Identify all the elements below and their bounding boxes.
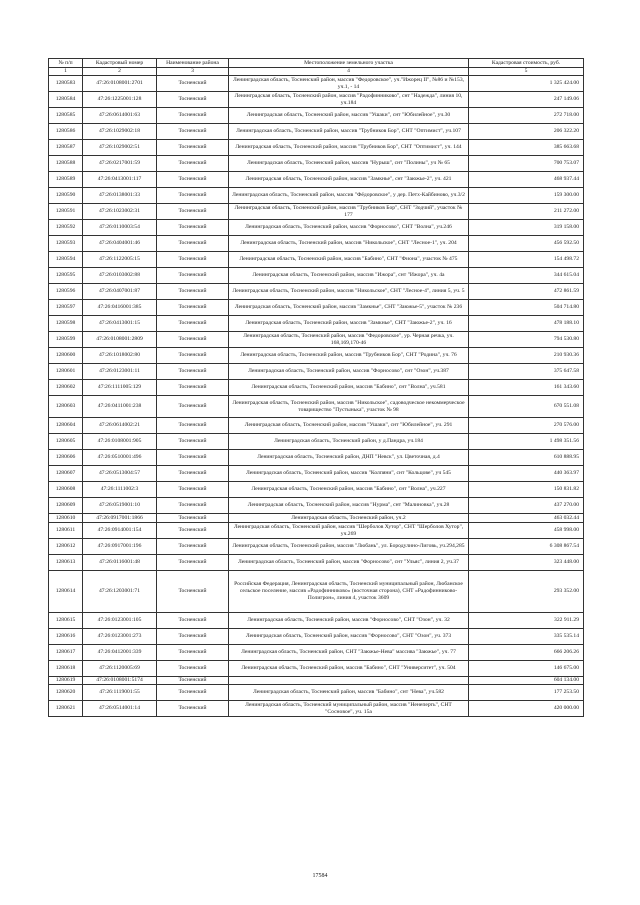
cadastral-value-cell: 154 498.72 (469, 252, 584, 268)
location-cell: Ленинградская область, Тосненский район, массив "Никольское", СНТ "Лесное-4", линия 5, уч. 5 (229, 284, 469, 300)
cadastral-value-cell: 437 270.00 (469, 498, 584, 514)
row-number-cell: 1280599 (49, 332, 83, 348)
header-location: Местоположение земельного участка (229, 59, 469, 68)
location-cell: Ленинградская область, Тосненский район, массив "Форносово", СНТ "Озон", уч. 32 (229, 613, 469, 629)
cadastral-number-cell: 47:26:1225001:128 (83, 92, 157, 108)
location-cell: Ленинградская область, Тосненский район, массив "Форносово", СНТ "Волна", уч.246 (229, 220, 469, 236)
district-cell: Тосненский (157, 108, 229, 124)
district-cell: Тосненский (157, 348, 229, 364)
row-number-cell: 1280609 (49, 498, 83, 514)
cadastral-number-cell: 47:26:1111002:3 (83, 482, 157, 498)
table-row (49, 685, 584, 701)
column-number: 5 (469, 68, 584, 76)
district-cell: Тосненский (157, 76, 229, 92)
district-cell: Тосненский (157, 204, 229, 220)
cadastral-value-cell: 211 272.00 (469, 204, 584, 220)
row-number-cell: 1280593 (49, 236, 83, 252)
district-cell: Тосненский (157, 539, 229, 555)
table-row (49, 124, 584, 140)
table-row (49, 76, 584, 92)
table-row (49, 108, 584, 124)
cadastral-value-cell: 604 134.00 (469, 677, 584, 685)
header-cadastral-number: Кадастровый номер (83, 59, 157, 68)
row-number-cell: 1280594 (49, 252, 83, 268)
district-cell: Тосненский (157, 396, 229, 418)
cadastral-number-cell: 47:26:0110003:54 (83, 220, 157, 236)
district-cell: Тосненский (157, 645, 229, 661)
table-row (49, 555, 584, 571)
district-cell: Тосненский (157, 156, 229, 172)
row-number-cell: 1280600 (49, 348, 83, 364)
row-number-cell: 1280611 (49, 523, 83, 539)
district-cell: Тосненский (157, 220, 229, 236)
district-cell: Тосненский (157, 514, 229, 523)
table-row (49, 172, 584, 188)
district-cell: Тосненский (157, 701, 229, 717)
district-cell: Тосненский (157, 466, 229, 482)
location-cell: Российская Федерация, Ленинградская область, Тосненский муниципальный район, Любанское сельское поселение, массив «Радофинниково» (восточная сторона), СНТ «Радофинниково-Полигрон», линия 4, участок 3609 (229, 571, 469, 613)
cadastral-value-cell: 468 937.44 (469, 172, 584, 188)
cadastral-value-cell: 420 000.00 (469, 701, 584, 717)
table-row (49, 629, 584, 645)
table-row (49, 396, 584, 418)
location-cell: Ленинградская область, Тосненский район, массив "Форносово", снт "Озон", уч.387 (229, 364, 469, 380)
table-row (49, 140, 584, 156)
district-cell: Тосненский (157, 364, 229, 380)
cadastral-number-cell: 47:26:0116001:48 (83, 555, 157, 571)
district-cell: Тосненский (157, 380, 229, 396)
district-cell: Тосненский (157, 482, 229, 498)
row-number-cell: 1280601 (49, 364, 83, 380)
location-cell: Ленинградская область, Тосненский район, массив "Бабино", СНТ "Университет", уч. 504 (229, 661, 469, 677)
district-cell: Тосненский (157, 268, 229, 284)
cadastral-value-cell: 270 576.00 (469, 418, 584, 434)
cadastral-number-cell: 47:26:1023002:31 (83, 204, 157, 220)
cadastral-value-cell: 504 714.80 (469, 300, 584, 316)
row-number-cell: 1280613 (49, 555, 83, 571)
row-number-cell: 1280591 (49, 204, 83, 220)
location-cell (229, 677, 469, 685)
location-cell: Ленинградская область, Тосненский район, массив "Нурма", снт "Малиновка", уч.28 (229, 498, 469, 514)
table-row (49, 418, 584, 434)
cadastral-number-cell: 47:26:0412001:339 (83, 645, 157, 661)
location-cell: Ленинградская область, Тосненский район, массив "Никольское", СНТ "Лесное-1", уч. 204 (229, 236, 469, 252)
location-cell: Ленинградская область, Тосненский район, массив "Ушаки", снт "Юбилейное", уч. 291 (229, 418, 469, 434)
cadastral-value-cell: 210 930.36 (469, 348, 584, 364)
table-row (49, 220, 584, 236)
cadastral-value-cell: 344 615.04 (469, 268, 584, 284)
cadastral-number-cell: 47:26:0108001:5174 (83, 677, 157, 685)
cadastral-value-cell: 375 647.58 (469, 364, 584, 380)
cadastral-value-cell: 700 753.07 (469, 156, 584, 172)
cadastral-value-cell: 159 300.00 (469, 188, 584, 204)
cadastral-value-cell: 670 551.08 (469, 396, 584, 418)
district-cell: Тосненский (157, 571, 229, 613)
table-row (49, 268, 584, 284)
table-row (49, 514, 584, 523)
table-row (49, 701, 584, 717)
cadastral-number-cell: 47:26:0108001:2701 (83, 76, 157, 92)
cadastral-value-cell: 150 831.82 (469, 482, 584, 498)
district-cell: Тосненский (157, 284, 229, 300)
column-number-row (49, 68, 584, 76)
cadastral-value-cell: 456 592.50 (469, 236, 584, 252)
cadastral-value-cell: 458 998.00 (469, 523, 584, 539)
location-cell: Ленинградская область, Тосненский район, массив "Ушаки", снт "Юбилейное", уч.30 (229, 108, 469, 124)
table-row (49, 539, 584, 555)
table-row (49, 434, 584, 450)
cadastral-number-cell: 47:26:0138001:33 (83, 188, 157, 204)
cadastral-number-cell: 47:26:1119001:55 (83, 685, 157, 701)
cadastral-number-cell: 47:26:0914001:154 (83, 523, 157, 539)
row-number-cell: 1280616 (49, 629, 83, 645)
cadastral-number-cell: 47:26:0103002:88 (83, 268, 157, 284)
cadastral-number-cell: 47:26:0407001:87 (83, 284, 157, 300)
row-number-cell: 1280584 (49, 92, 83, 108)
location-cell: Ленинградская область, Тосненский район, массив "Ижора", снт "Ижора", уч. 4а (229, 268, 469, 284)
row-number-cell: 1280590 (49, 188, 83, 204)
row-number-cell: 1280606 (49, 450, 83, 466)
cadastral-value-cell: 610 888.95 (469, 450, 584, 466)
column-number: 1 (49, 68, 83, 76)
location-cell: Ленинградская область, Тосненский район, массив "Замкнье", снт "Заюжье-2", уч. 421 (229, 172, 469, 188)
district-cell: Тосненский (157, 300, 229, 316)
cadastral-value-cell: 319 158.00 (469, 220, 584, 236)
location-cell: Ленинградская область, Тосненский район, массив "Форносово", снт "Ульяс", линия 2, уч.37 (229, 555, 469, 571)
cadastral-value-cell: 6 308 867.54 (469, 539, 584, 555)
row-number-cell: 1280588 (49, 156, 83, 172)
location-cell: Ленинградская область, Тосненский район, массив "Колпяни", снт "Кольцове", уч 545 (229, 466, 469, 482)
cadastral-number-cell: 47:26:0413001:15 (83, 316, 157, 332)
location-cell: Ленинградская область, Тосненский район, массив "Бабино", СНТ "Фиона", участок № 475 (229, 252, 469, 268)
district-cell: Тосненский (157, 124, 229, 140)
cadastral-number-cell: 47:26:0123001:273 (83, 629, 157, 645)
location-cell: Ленинградская область, Тосненский район, массив "Фёдоровское", у дер. Петх-Кайбиново, уч.3/2 (229, 188, 469, 204)
cadastral-number-cell: 47:26:0123001:11 (83, 364, 157, 380)
cadastral-number-cell: 47:26:0404001:46 (83, 236, 157, 252)
cadastral-number-cell: 47:26:0413001:117 (83, 172, 157, 188)
cadastral-value-cell: 440 363.97 (469, 466, 584, 482)
district-cell: Тосненский (157, 316, 229, 332)
cadastral-value-cell: 322 911.29 (469, 613, 584, 629)
row-number-cell: 1280586 (49, 124, 83, 140)
row-number-cell: 1280610 (49, 514, 83, 523)
cadastral-number-cell: 47:26:0108001:2809 (83, 332, 157, 348)
table-row (49, 450, 584, 466)
cadastral-value-cell: 247 149.06 (469, 92, 584, 108)
location-cell: Ленинградская область, Тосненский район, массив "Шерболов Хутор", СНТ "Шерболов Хутор", уч.269 (229, 523, 469, 539)
table-row (49, 92, 584, 108)
cadastral-number-cell: 47:26:0519001:10 (83, 498, 157, 514)
district-cell: Тосненский (157, 629, 229, 645)
table-row (49, 523, 584, 539)
district-cell: Тосненский (157, 252, 229, 268)
district-cell: Тосненский (157, 418, 229, 434)
location-cell: Ленинградская область, Тосненский район, СНТ "Заюжье-Нева" массива "Заюжье", уч. 77 (229, 645, 469, 661)
district-cell: Тосненский (157, 555, 229, 571)
cadastral-number-cell: 47:26:0416001:385 (83, 300, 157, 316)
cadastral-value-cell: 206 322.20 (469, 124, 584, 140)
table-row (49, 645, 584, 661)
district-cell: Тосненский (157, 498, 229, 514)
district-cell: Тосненский (157, 450, 229, 466)
cadastral-value-cell: 161 343.60 (469, 380, 584, 396)
table-row (49, 252, 584, 268)
location-cell: Ленинградская область, Тосненский район, массив "Трубников Бор", СНТ "Родина", уч. 76 (229, 348, 469, 364)
table-row (49, 498, 584, 514)
district-cell: Тосненский (157, 236, 229, 252)
cadastral-number-cell: 47:26:0123001:105 (83, 613, 157, 629)
row-number-cell: 1280587 (49, 140, 83, 156)
cadastral-number-cell: 47:26:0108001:905 (83, 434, 157, 450)
table-header-row (49, 59, 584, 68)
cadastral-value-cell: 272 718.00 (469, 108, 584, 124)
cadastral-number-cell: 47:26:0614002:21 (83, 418, 157, 434)
cadastral-number-cell: 47:26:0513004:57 (83, 466, 157, 482)
row-number-cell: 1280585 (49, 108, 83, 124)
cadastral-value-cell: 146 675.00 (469, 661, 584, 677)
table-row (49, 466, 584, 482)
district-cell: Тосненский (157, 172, 229, 188)
row-number-cell: 1280618 (49, 661, 83, 677)
table-row (49, 661, 584, 677)
location-cell: Ленинградская область, Тосненский район, массив "Нурыш", снт "Полины", уч № 65 (229, 156, 469, 172)
table-row (49, 677, 584, 685)
cadastral-number-cell: 47:26:1029002:51 (83, 140, 157, 156)
cadastral-value-cell: 478 188.10 (469, 316, 584, 332)
district-cell: Тосненский (157, 613, 229, 629)
cadastral-value-cell: 666 206.26 (469, 645, 584, 661)
district-cell: Тосненский (157, 434, 229, 450)
cadastral-number-cell: 47:26:0514001:14 (83, 701, 157, 717)
location-cell: Ленинградская область, Тосненский район, массив "Радофинниково", снт "Надежда", линия 10, уч.184 (229, 92, 469, 108)
row-number-cell: 1280595 (49, 268, 83, 284)
district-cell: Тосненский (157, 523, 229, 539)
row-number-cell: 1280592 (49, 220, 83, 236)
location-cell: Ленинградская область, Тосненский район, массив "Федоровское", уч."Ижорец II", №86 и №153, уч.1, - 14 (229, 76, 469, 92)
cadastral-value-table (48, 58, 584, 717)
table-row (49, 284, 584, 300)
page-number: 17584 (312, 873, 328, 879)
district-cell: Тосненский (157, 685, 229, 701)
cadastral-number-cell: 47:26:1120005:69 (83, 661, 157, 677)
location-cell: Ленинградская область, Тосненский район, массив "Форносово", СНТ "Озон", уч. 373 (229, 629, 469, 645)
location-cell: Ленинградская область, Тосненский район, уч.2 (229, 514, 469, 523)
cadastral-number-cell: 47:26:0217001:59 (83, 156, 157, 172)
location-cell: Ленинградская область, Тосненский район, массив "Бабино", снт "Нева", уч.582 (229, 685, 469, 701)
location-cell: Ленинградская область, Тосненский район, массив "Никольское", садоводческое некоммерческое товарищество "Пустынька", участок № 98 (229, 396, 469, 418)
cadastral-value-cell: 177 253.50 (469, 685, 584, 701)
location-cell: Ленинградская область, Тосненский район, у д.Пандра, уч.184 (229, 434, 469, 450)
row-number-cell: 1280620 (49, 685, 83, 701)
row-number-cell: 1280605 (49, 434, 83, 450)
table-row (49, 613, 584, 629)
location-cell: Ленинградская область, Тосненский район, массив "Бабино", снт "Волна", уч.227 (229, 482, 469, 498)
row-number-cell: 1280597 (49, 300, 83, 316)
row-number-cell: 1280604 (49, 418, 83, 434)
district-cell: Тосненский (157, 661, 229, 677)
table-row (49, 348, 584, 364)
cadastral-value-cell: 463 032.44 (469, 514, 584, 523)
row-number-cell: 1280602 (49, 380, 83, 396)
row-number-cell: 1280621 (49, 701, 83, 717)
table-row (49, 316, 584, 332)
cadastral-number-cell: 47:26:0917001:1866 (83, 514, 157, 523)
district-cell: Тосненский (157, 140, 229, 156)
table-row (49, 188, 584, 204)
location-cell: Ленинградская область, Тосненский район, массив "Замкнье", СНТ "Заюжье-5", участок № 236 (229, 300, 469, 316)
column-number: 2 (83, 68, 157, 76)
row-number-cell: 1280583 (49, 76, 83, 92)
location-cell: Ленинградская область, Тосненский район, массив "Трубников Бор", СНТ "Зодчий", участок № 177 (229, 204, 469, 220)
row-number-cell: 1280617 (49, 645, 83, 661)
location-cell: Ленинградская область, Тосненский муниципальный район, массив "Ненеперть", СНТ "Сосновое", уч. 15а (229, 701, 469, 717)
row-number-cell: 1280596 (49, 284, 83, 300)
cadastral-value-cell: 293 352.00 (469, 571, 584, 613)
table-row (49, 380, 584, 396)
row-number-cell: 1280598 (49, 316, 83, 332)
cadastral-value-cell: 472 861.59 (469, 284, 584, 300)
row-number-cell: 1280608 (49, 482, 83, 498)
table-row (49, 204, 584, 220)
district-cell: Тосненский (157, 92, 229, 108)
row-number-cell: 1280589 (49, 172, 83, 188)
cadastral-table-sheet (48, 58, 583, 717)
header-number: № п/п (49, 59, 83, 68)
column-number: 4 (229, 68, 469, 76)
district-cell: Тосненский (157, 332, 229, 348)
cadastral-number-cell: 47:26:0411001:238 (83, 396, 157, 418)
row-number-cell: 1280612 (49, 539, 83, 555)
location-cell: Ленинградская область, Тосненский район, ДНП "Невск", ул. Цветочная, д.4 (229, 450, 469, 466)
cadastral-number-cell: 47:26:0510001:496 (83, 450, 157, 466)
cadastral-number-cell: 47:26:0614001:63 (83, 108, 157, 124)
location-cell: Ленинградская область, Тосненский район, массив "Трубников Бор", СНТ "Оптимист", уч. 144 (229, 140, 469, 156)
location-cell: Ленинградская область, Тосненский район, массив "Федоровское", ур. Черная речка, уч. 168,169,170-46 (229, 332, 469, 348)
cadastral-value-cell: 1 325 424.00 (469, 76, 584, 92)
row-number-cell: 1280603 (49, 396, 83, 418)
district-cell: Тосненский (157, 677, 229, 685)
table-row (49, 482, 584, 498)
location-cell: Ленинградская область, Тосненский район, массив "Любань", ул. Бородулино-Лиговь, уч.294,285 (229, 539, 469, 555)
cadastral-value-cell: 385 663.68 (469, 140, 584, 156)
cadastral-number-cell: 47:26:1018002:80 (83, 348, 157, 364)
table-row (49, 332, 584, 348)
cadastral-number-cell: 47:26:1029002:18 (83, 124, 157, 140)
cadastral-number-cell: 47:26:0917001:196 (83, 539, 157, 555)
header-cadastral-value: Кадастровая стоимость, руб. (469, 59, 584, 68)
row-number-cell: 1280615 (49, 613, 83, 629)
header-district: Наименование района (157, 59, 229, 68)
table-row (49, 364, 584, 380)
row-number-cell: 1280607 (49, 466, 83, 482)
table-row (49, 236, 584, 252)
cadastral-value-cell: 1 498 351.56 (469, 434, 584, 450)
location-cell: Ленинградская область, Тосненский район, массив "Трубников Бор", СНТ "Оптимист", уч.107 (229, 124, 469, 140)
cadastral-number-cell: 47:26:1111005:129 (83, 380, 157, 396)
table-row (49, 156, 584, 172)
location-cell: Ленинградская область, Тосненский район, массив "Бабино", снт "Волна", уч.581 (229, 380, 469, 396)
location-cell: Ленинградская область, Тосненский район, массив "Замкнье", СНТ "Заюжье-2", уч. 16 (229, 316, 469, 332)
table-row (49, 571, 584, 613)
cadastral-value-cell: 794 530.80 (469, 332, 584, 348)
cadastral-value-cell: 335 535.14 (469, 629, 584, 645)
column-number: 3 (157, 68, 229, 76)
cadastral-number-cell: 47:26:1203001:71 (83, 571, 157, 613)
row-number-cell: 1280619 (49, 677, 83, 685)
cadastral-number-cell: 47:26:1122005:15 (83, 252, 157, 268)
district-cell: Тосненский (157, 188, 229, 204)
row-number-cell: 1280614 (49, 571, 83, 613)
table-row (49, 300, 584, 316)
cadastral-value-cell: 323 448.00 (469, 555, 584, 571)
